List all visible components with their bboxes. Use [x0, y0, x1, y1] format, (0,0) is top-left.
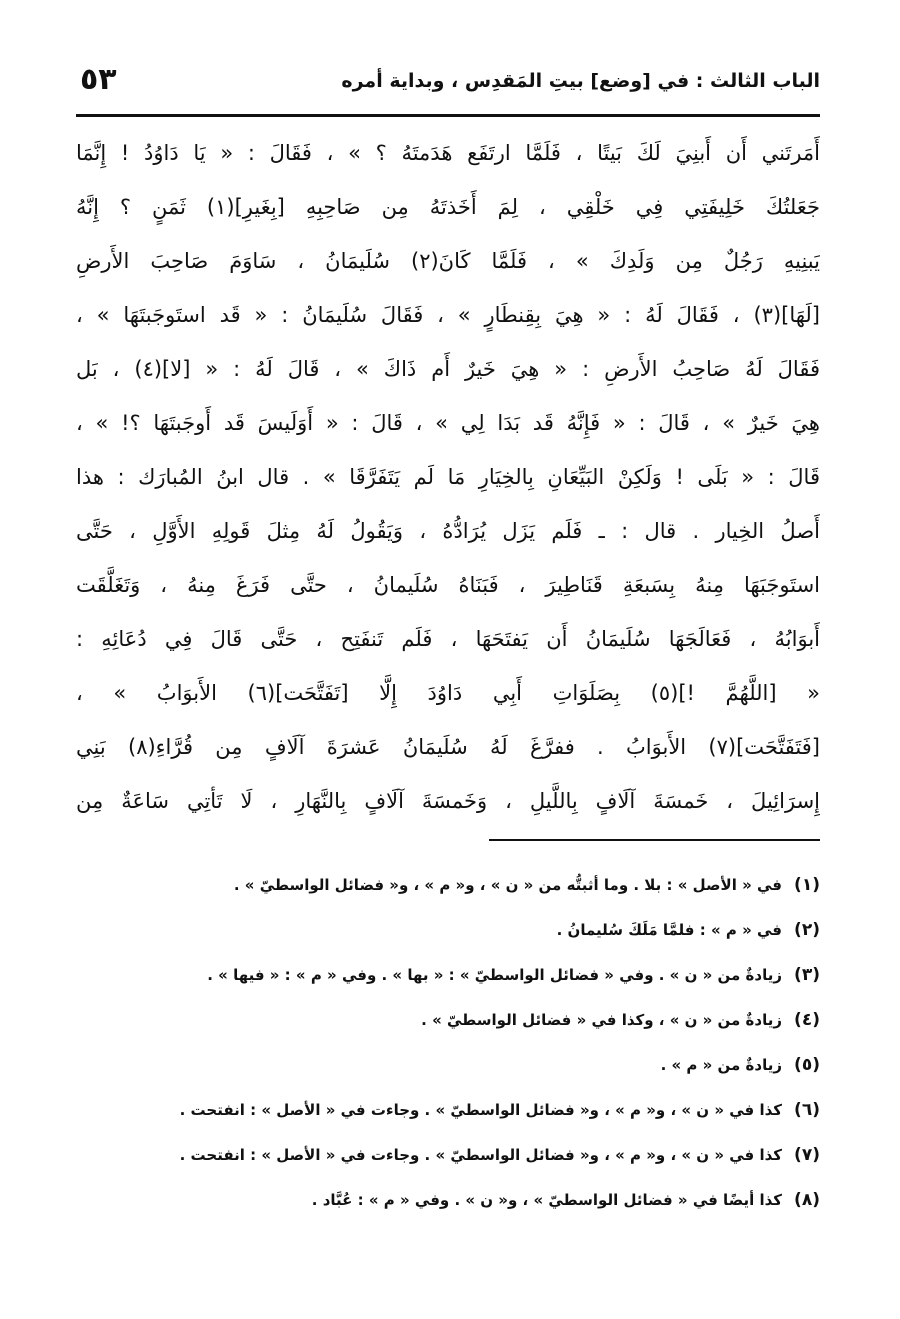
footnote-item [76, 1138, 820, 1172]
text-line: [فَتَفَتَّحَت](٧) الأَبوَابُ . ففرَّغَ لَهُ سُلَيمَانُ عَشرَةَ آلَافٍ مِن قُرَّاءِ(٨) بَنِي [76, 735, 820, 759]
text-line: « [اللَّهُمَّ !](٥) بِصَلَوَاتِ أَبِي دَاوُدَ إِلَّا [تَفَتَّحَت](٦) الأَبوَابُ » ، [76, 681, 820, 705]
main-text [76, 126, 820, 832]
footnote-text: كذا أيضًا في « فضائل الواسطيّ » ، و« ن » . وفي « م » : عُبَّاد . [311, 1191, 782, 1209]
text-line: أَبوَابُهُ ، فَعَالَجَهَا سُلَيمَانُ أَن يَفتَحَهَا ، فَلَم تَنفَتِح ، حَتَّى قَالَ فِي دُعَائِهِ : [76, 627, 820, 651]
footnote-item [76, 1003, 820, 1037]
footnote-number: (٥) [794, 1055, 820, 1075]
footnote-number: (٣) [794, 965, 820, 985]
text-line: قَالَ : « بَلَى ! وَلَكِنْ البَيِّعَانِ بِالخِيَارِ مَا لَم يَتَفَرَّقَا » . قال ابنُ المُبارَك : هذا [76, 465, 820, 489]
footnote-item [76, 868, 820, 902]
footnote-number: (١) [794, 875, 820, 895]
footnote-item [76, 1048, 820, 1082]
text-line: إِسرَائِيلَ ، خَمسَةَ آلَافٍ بِاللَّيلِ ، وَخَمسَةَ آلَافٍ بِالنَّهَارِ ، لَا تَأتِي سَاعَةٌ مِن [76, 789, 820, 813]
footnote-text: زيادةٌ من « ن » . وفي « فضائل الواسطيّ » : « بها » . وفي « م » : « فيها » . [207, 966, 782, 984]
text-line: يَبنِيهِ رَجُلٌ مِن وَلَدِكَ » ، فَلَمَّا كَانَ(٢) سُلَيمَانُ ، سَاوَمَ صَاحِبَ الأَرضِ [76, 249, 820, 273]
running-header [76, 62, 820, 110]
footnote-text: زيادةٌ من « م » . [660, 1056, 782, 1074]
footnote-number: (٢) [794, 920, 820, 940]
footnote-text: كذا في « ن » ، و« م » ، و« فضائل الواسطيّ » . وجاءت في « الأصل » : انفتحت . [179, 1146, 782, 1164]
footnote-text: زيادةٌ من « ن » ، وكذا في « فضائل الواسطيّ » . [421, 1011, 782, 1029]
footnote-number: (٤) [794, 1010, 820, 1030]
text-line: فَقَالَ لَهُ صَاحِبُ الأَرضِ : « هِيَ خَيرٌ أَم ذَاكَ » ، قَالَ لَهُ : « [لا](٤) ، بَل [76, 357, 820, 381]
footnote-text: كذا في « ن » ، و« م » ، و« فضائل الواسطيّ » . وجاءت في « الأصل » : انفتحت . [179, 1101, 782, 1119]
footnote-number: (٧) [794, 1145, 820, 1165]
text-line: [لَهَا](٣) ، فَقَالَ لَهُ : « هِيَ بِقِنطَارٍ » ، فَقَالَ سُلَيمَانُ : « قَد استَوجَبتَهَا » ، [76, 303, 820, 327]
footnote-item [76, 1093, 820, 1127]
footnote-divider [489, 839, 820, 841]
footnote-item [76, 1183, 820, 1217]
text-line: استَوجَبَهَا مِنهُ بِسَبعَةِ قَنَاطِيرَ ، فَبَنَاهُ سُلَيمانُ ، حتَّى فَرَغَ مِنهُ ، وَتَغَلَّقَت [76, 573, 820, 597]
footnote-item [76, 958, 820, 992]
footnote-text: في « م » : فلمَّا مَلَكَ سُليمانُ . [556, 921, 782, 939]
footnote-item [76, 913, 820, 947]
footnote-number: (٦) [794, 1100, 820, 1120]
text-line: أَصلُ الخِيار . قال : ـ فَلَم يَزَل يُرَادُّهُ ، وَيَقُولُ لَهُ مِثلَ قَولِهِ الأَوَّلِ ، حَتَّى [76, 519, 820, 543]
text-line: أَمَرتَني أَن أَبنِيَ لَكَ بَيتًا ، فَلَمَّا ارتَفَع هَدَمتَهُ ؟ » ، فَقَالَ : « يَا دَاوُدُ ! إِنَّمَا [76, 141, 820, 165]
page-number: ٥٣ [80, 62, 117, 97]
footnote-text: في « الأصل » : بلا . وما أثبتُّه من « ن » ، و« م » ، و« فضائل الواسطيّ » . [233, 876, 782, 894]
text-line: جَعَلتُكَ خَلِيفَتِي فِي خَلْقِي ، لِمَ أَخَذتَهُ مِن صَاحِبِهِ [بِغَيرِ](١) ثَمَنٍ ؟ إِنَّهُ [76, 195, 820, 219]
chapter-title: الباب الثالث : في [وضع] بيتِ المَقدِس ، وبداية أمره [341, 70, 820, 92]
footnote-number: (٨) [794, 1190, 820, 1210]
header-divider [76, 114, 820, 117]
text-line: هِيَ خَيرٌ » ، قَالَ : « فَإِنَّهُ قَد بَدَا لِي » ، قَالَ : « أَوَلَيسَ قَد أَوجَبتَهَا ؟! » ، [76, 411, 820, 435]
